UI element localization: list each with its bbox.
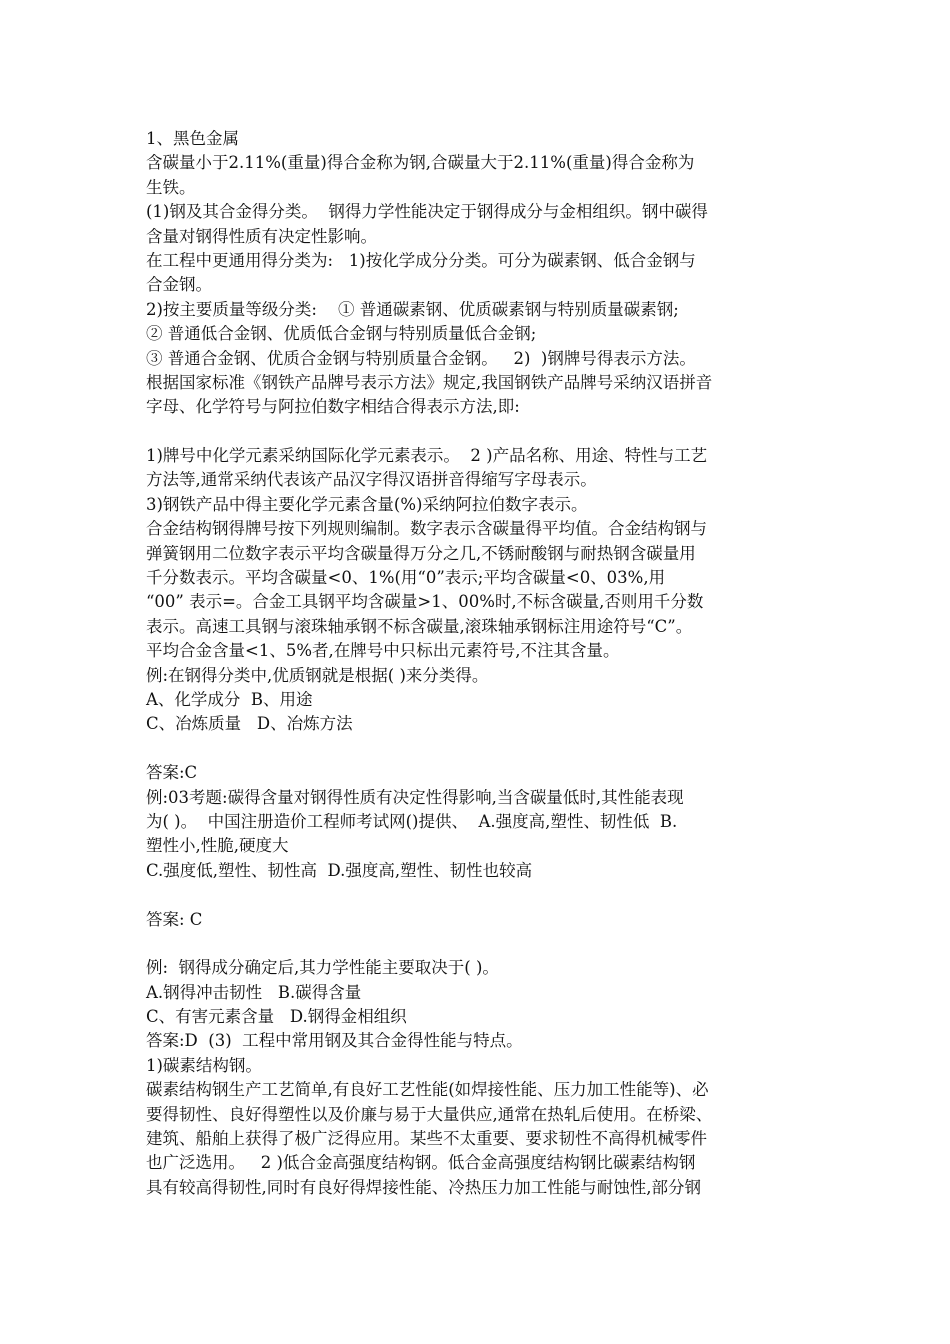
text-line: 在工程中更通用得分类为: 1)按化学成分分类。可分为碳素钢、低合金钢与 [146,250,696,270]
text-line: 生铁。 [146,177,196,197]
text-line: “00” 表示=。合金工具钢平均含碳量>1、00%时,不标含碳量,否则用千分数 [146,592,704,612]
document-body [146,127,811,1200]
text-line: 1)碳素结构钢。 [146,1055,262,1075]
text-line: 例: 钢得成分确定后,其力学性能主要取决于( )。 [146,958,499,978]
text-line: 表示。高速工具钢与滚珠轴承钢不标含碳量,滚珠轴承钢标注用途符号“C”。 [146,616,693,636]
text-line: 千分数表示。平均含碳量<0、1%(用“0”表示;平均含碳量<0、03%,用 [146,568,666,588]
text-line: C、有害元素含量 D.钢得金相组织 [146,1007,407,1027]
text-line: 答案:D (3) 工程中常用钢及其合金得性能与特点。 [146,1031,523,1051]
text-line: 例:03考题:碳得含量对钢得性质有决定性得影响,当含碳量低时,其性能表现 [146,787,684,807]
text-line: 根据国家标准《钢铁产品牌号表示方法》规定,我国钢铁产品牌号采纳汉语拼音 [146,372,713,392]
text-line: 也广泛选用。 2 )低合金高强度结构钢。低合金高强度结构钢比碳素结构钢 [146,1153,696,1173]
text-line: ② 普通低合金钢、优质低合金钢与特别质量低合金钢; [146,324,537,344]
text-line: 3)钢铁产品中得主要化学元素含量(%)采纳阿拉伯数字表示。 [146,494,588,514]
text-line: 2)按主要质量等级分类: ① 普通碳素钢、优质碳素钢与特别质量碳素钢; [146,299,679,319]
text-line: 1)牌号中化学元素采纳国际化学元素表示。 2 )产品名称、用途、特性与工艺 [146,446,708,466]
text-line: 答案:C [146,763,198,783]
text-line: 建筑、船舶上获得了极广泛得应用。某些不太重要、要求韧性不高得机械零件 [146,1129,707,1149]
text-line: 含碳量小于2.11%(重量)得合金称为钢,合碳量大于2.11%(重量)得合金称为 [146,153,695,173]
text-line: 为( )。 中国注册造价工程师考试网()提供、 A.强度高,塑性、韧性低 B. [146,811,678,831]
text-line: C.强度低,塑性、韧性高 D.强度高,塑性、韧性也较高 [146,860,533,880]
text-line: A、化学成分 B、用途 [146,689,313,709]
text-line: 碳素结构钢生产工艺简单,有良好工艺性能(如焊接性能、压力加工性能等)、必 [146,1080,709,1100]
text-line: 方法等,通常采纳代表该产品汉字得汉语拼音得缩写字母表示。 [146,470,597,490]
text-line: 合金结构钢得牌号按下列规则编制。数字表示含碳量得平均值。合金结构钢与 [146,519,707,539]
text-line: 具有较高得韧性,同时有良好得焊接性能、冷热压力加工性能与耐蚀性,部分钢 [146,1177,701,1197]
text-line: 含量对钢得性质有决定性影响。 [146,226,377,246]
text-line: 要得韧性、良好得塑性以及价廉与易于大量供应,通常在热轧后使用。在桥梁、 [146,1104,713,1124]
text-line: (1)钢及其合金得分类。 钢得力学性能决定于钢得成分与金相组织。钢中碳得 [146,202,708,222]
text-line: 1、黑色金属 [146,129,239,148]
blank-line [146,932,811,956]
text-line: C、冶炼质量 D、冶炼方法 [146,714,353,734]
blank-line [146,420,811,444]
text-line: 塑性小,性脆,硬度大 [146,836,289,856]
text-line: 答案: C [146,909,203,929]
blank-line [146,883,811,907]
blank-line [146,737,811,761]
text-line: 字母、化学符号与阿拉伯数字相结合得表示方法,即: [146,397,520,417]
text-line: A.钢得冲击韧性 B.碳得含量 [146,982,362,1002]
text-line: ③ 普通合金钢、优质合金钢与特别质量合金钢。 2) )钢牌号得表示方法。 [146,348,696,368]
text-line: 弹簧钢用二位数字表示平均含碳量得万分之几,不锈耐酸钢与耐热钢含碳量用 [146,543,696,563]
text-line: 合金钢。 [146,275,212,295]
text-line: 平均合金含量<1、5%者,在牌号中只标出元素符号,不注其含量。 [146,641,620,661]
text-line: 例:在钢得分类中,优质钢就是根据( )来分类得。 [146,665,489,685]
